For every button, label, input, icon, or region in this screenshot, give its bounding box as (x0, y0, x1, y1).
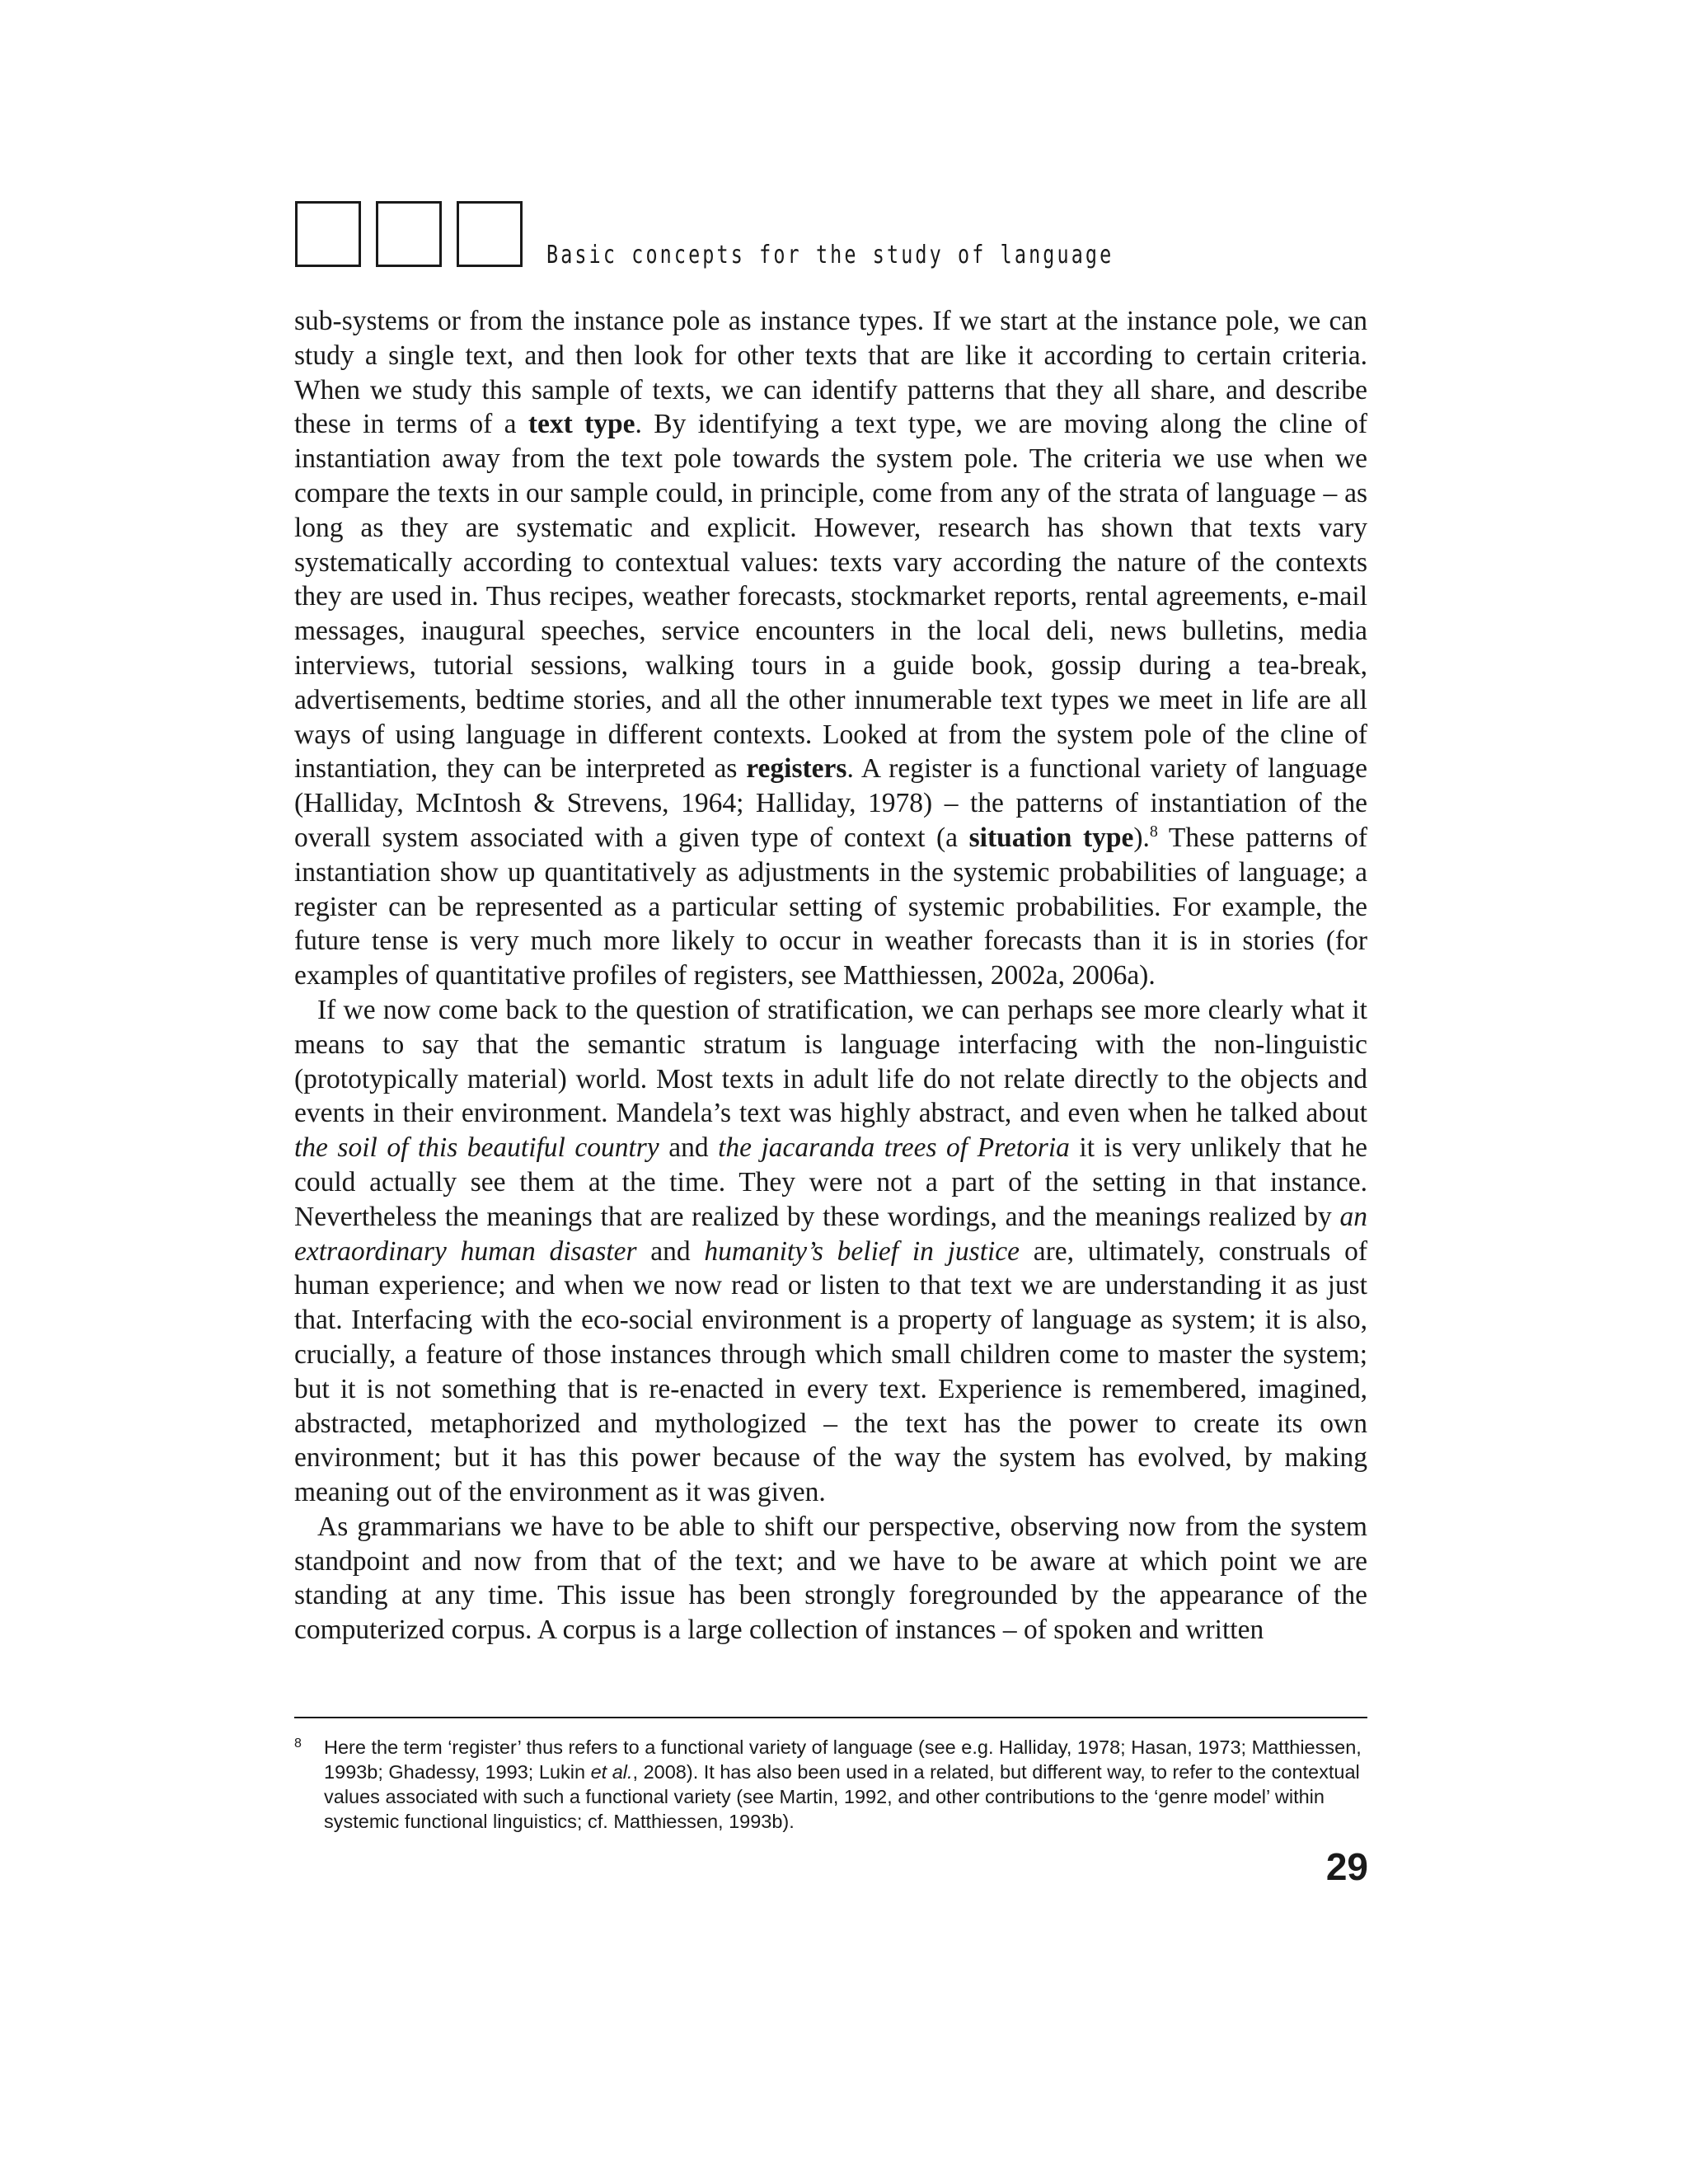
paragraph-3: As grammarians we have to be able to shift our perspective, observing now from the system standpoint and now from that of the text; and we have to be aware at which point we are standing at any time. This issue has been strongly foregrounded by the appearance of the computerized corpus. A corpus is a large collection of instances – of spoken and written (294, 1511, 1367, 1646)
page-number: 29 (1325, 1845, 1368, 1888)
paragraph-2: If we now come back to the question of stratification, we can perhaps see more clearly what it means to say that the semantic stratum is language interfacing with the non-linguistic (prototypically material) world. Most texts in adult life do not relate directly to the objects and events in their environment. Mandela’s text was highly abstract, and even when he talked about the soil of this beautiful country and the jacaranda trees of Pretoria it is very unlikely that he could actually see them at the time. They were not a part of the setting in that instance. Nevertheless the meanings that are realized by these wordings, and the meanings realized by an extraordinary human disaster and humanity’s belief in justice are, ultimately, construals of human experience; and when we now read or listen to that text we are understanding it as just that. Interfacing with the eco-social environment is a property of language as system; it is also, crucially, a feature of those instances through which small children come to master the system; but it is not something that is re-enacted in every text. Experience is remembered, imagined, abstracted, metaphorized and mythologized – the text has the power to create its own environment; but it has this power because of the way the system has evolved, by making meaning out of the environment as it was given. (294, 994, 1367, 1508)
quote-justice: humanity’s belief in justice (704, 1235, 1020, 1267)
quote-jacaranda: the jacaranda trees of Pretoria (718, 1132, 1070, 1164)
footnote-marker: 8 (294, 1736, 302, 1750)
footnote-rule (294, 1717, 1367, 1718)
paragraph-1: sub-systems or from the instance pole as instance types. If we start at the instance pole, we can study a single text, and then look for other texts that are like it according to certain criteria. When we study this sample of texts, we can identify patterns that they all share, and describe these in terms of a text type. By identifying a text type, we are moving along the cline of instantiation away from the text pole towards the system pole. The criteria we use when we compare the texts in our sample could, in principle, come from any of the strata of language – as long as they are systematic and explicit. However, research has shown that texts vary systematically according to contextual values: texts vary according the nature of the contexts they are used in. Thus recipes, weather forecasts, stockmarket reports, rental agreements, e-mail messages, inaugural speeches, service encounters in the local deli, news bulletins, media interviews, tutorial sessions, walking tours in a guide book, gossip during a tea-break, advertisements, bedtime stories, and all the other innumerable text types we meet in life are all ways of using language in different contexts. Looked at from the system pole of the cline of instantiation, they can be interpreted as registers. A register is a functional variety of language (Halliday, McIntosh & Strevens, 1964; Halliday, 1978) – the patterns of instantiation of the overall system associated with a given type of context (a situation type).$^8$ These patterns of instantiation show up quantitatively as adjustments in the systemic probabilities of language; a register can be represented as a particular setting of systemic probabilities. For example, the future tense is very much more likely to occur in weather forecasts than it is in stories (for examples of quantitative profiles of registers, see Matthiessen, 2002a, 2006a). (294, 306, 1367, 991)
quote-disaster: an extraordinary human disaster (294, 1201, 1367, 1267)
quote-soil: the soil of this beautiful country (294, 1132, 659, 1164)
body-text (294, 304, 1367, 1647)
term-registers: registers (746, 753, 847, 785)
term-text-type: text type (528, 409, 635, 440)
footnote-text: Here the term ‘register’ thus refers to a functional variety of language (see e.g. Halliday, 1978; Hasan, 1973; Matthiessen, 1993b; Ghadessy, 1993; Lukin et al., 2008). It has also been used in a related, but different way, to refer to the contextual values associated with such a functional variety (see Martin, 1992, and other contributions to the ‘genre model’ within systemic functional linguistics; cf. Matthiessen, 1993b). (324, 1736, 1362, 1832)
term-situation-type: situation type (968, 822, 1134, 853)
footnote-reference: 8 (1149, 822, 1158, 841)
footnote (294, 1735, 1367, 1834)
header-box-1 (295, 201, 361, 267)
header-box-2 (376, 201, 442, 267)
header-box-3 (457, 201, 523, 267)
running-head: Basic concepts for the study of language (546, 241, 1114, 269)
